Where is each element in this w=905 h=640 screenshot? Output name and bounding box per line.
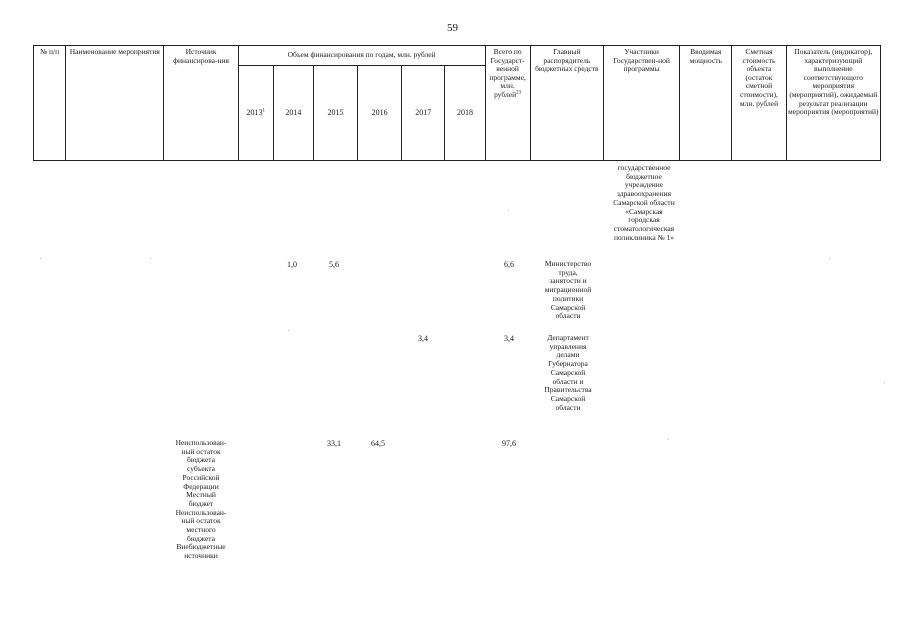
row3-y2016-value: 64,5 xyxy=(371,439,385,448)
header-year-2013: 2013$^1$ xyxy=(238,66,273,161)
scan-speck xyxy=(150,258,151,259)
scan-speck xyxy=(668,439,669,440)
header-year-2018: 2018 xyxy=(445,66,485,161)
header-total-text: Всего по Государст-венной программе, млн. рублей xyxy=(489,47,526,99)
page-number: 59 xyxy=(447,22,458,34)
row3-total-value: 97,6 xyxy=(502,439,516,448)
header-main-manager: Главный распорядитель бюджетных средств xyxy=(530,46,603,161)
header-num: № п/п xyxy=(34,46,66,161)
scan-speck xyxy=(884,382,885,383)
scan-speck xyxy=(288,330,289,331)
row1-total-value: 6,6 xyxy=(504,260,514,269)
header-participants: Участники Государствен-ной программы xyxy=(603,46,679,161)
scan-speck xyxy=(508,210,509,211)
row2-total-value: 3,4 xyxy=(504,334,514,343)
row2-main-manager: Департамент управления делами Губернатора Самарской области и Правительства Самарской области xyxy=(544,333,592,412)
header-indicator: Показатель (индикатор), характеризующий выполнение соответствующего мероприятия (мероприятий), ожидаемый результат реализации мероприятия (мероприятий) xyxy=(786,46,880,161)
financing-table-header xyxy=(33,45,881,161)
header-capacity: Вводимая мощность xyxy=(680,46,732,161)
row1-y2015-value: 5,6 xyxy=(329,260,339,269)
header-estimated-cost: Сметная стоимость объекта (остаток сметной стоимости), млн. рублей xyxy=(732,46,786,161)
scan-speck xyxy=(829,258,830,259)
header-source: Источник финансирова-ния xyxy=(164,46,238,161)
header-total-footnote: 23 xyxy=(516,90,522,96)
header-funding-group: Объем финансирования по годам, млн. рублей xyxy=(238,46,485,66)
header-year-2016: 2016 xyxy=(358,66,402,161)
year-2013-footnote: 1 xyxy=(262,108,265,114)
scan-speck xyxy=(40,258,41,259)
header-year-2017: 2017 xyxy=(402,66,445,161)
header-name: Наименование мероприятия xyxy=(66,46,164,161)
header-total xyxy=(485,46,530,161)
row1-y2014-value: 1,0 xyxy=(287,260,297,269)
row1-main-manager: Министерство труда, занятости и миграционной политики Самарской области xyxy=(544,259,592,321)
header-year-2015: 2015 xyxy=(313,66,357,161)
row3-financing-sources: Неиспользован- ный остаток бюджета субъекта Российской Федерации Местный бюджет Неиспользован- ный остаток местного бюджета Внебюджетные источники xyxy=(175,438,227,561)
header-year-2014: 2014 xyxy=(273,66,313,161)
row3-y2015-value: 33,1 xyxy=(327,439,341,448)
row2-y2017-value: 3,4 xyxy=(418,334,428,343)
participant-continuation: государственное бюджетное учреждение здравоохранения Самарской области «Самарская городская стоматологическая поликлиника № 1» xyxy=(613,163,675,242)
